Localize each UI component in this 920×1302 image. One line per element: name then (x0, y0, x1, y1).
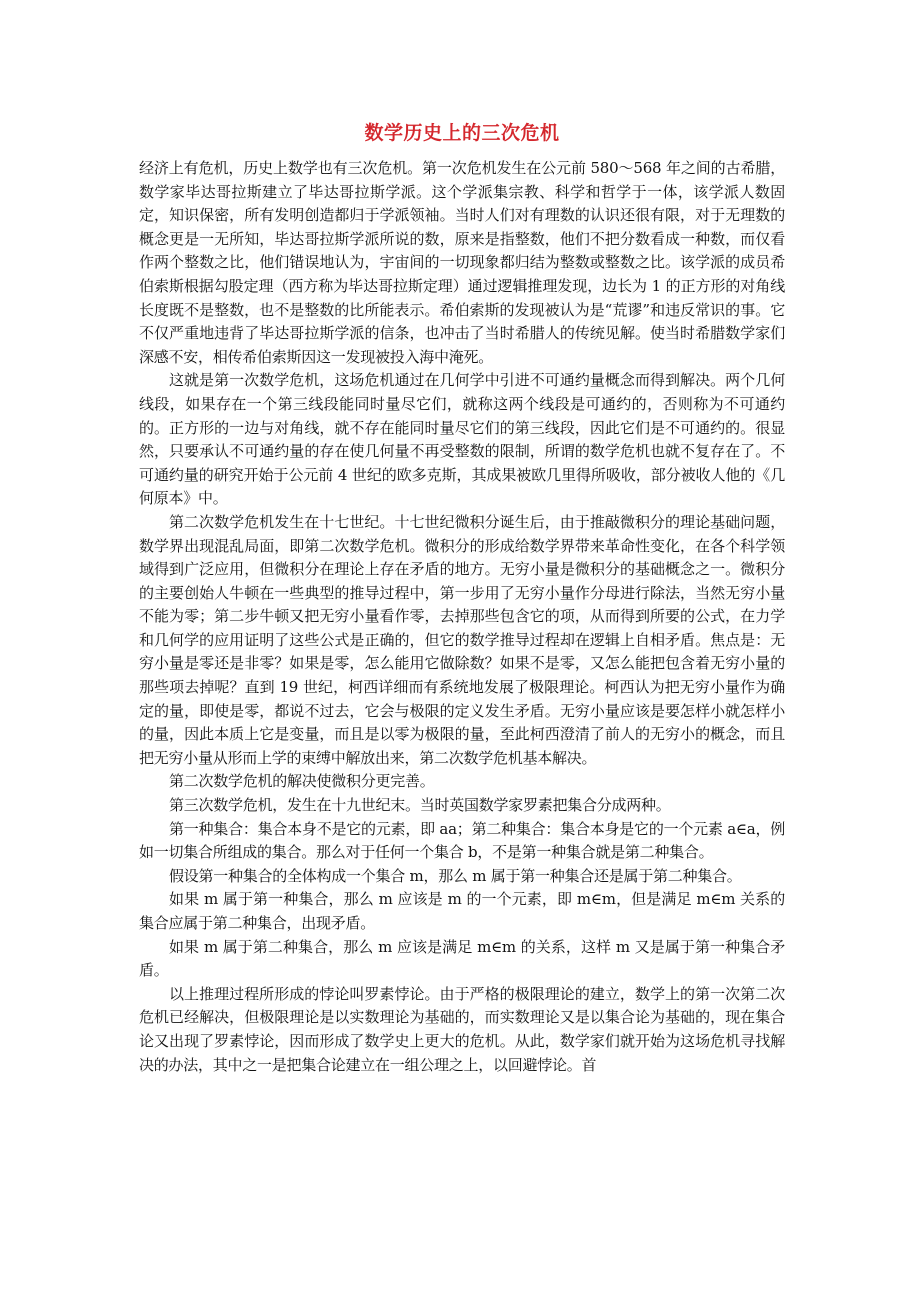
paragraph-case-second-type: 如果 m 属于第二种集合，那么 m 应该是满足 m∈m 的关系，这样 m 又是属于第一种集合矛盾。 (139, 937, 785, 980)
paragraph-second-crisis: 第二次数学危机发生在十七世纪。十七世纪微积分诞生后，由于推敲微积分的理论基础问题，数学界出现混乱局面，即第二次数学危机。微积分的形成给数学界带来革命性变化，在各个科学领域得到广泛应用，但微积分在理论上存在矛盾的地方。无穷小量是微积分的基础概念之一。微积分的主要创始人牛顿在一些典型的推导过程中，第一步用了无穷小量作分母进行除法，当然无穷小量不能为零；第二步牛顿又把无穷小量看作零，去掉那些包含它的项，从而得到所要的公式，在力学和几何学的应用证明了这些公式是正确的，但它的数学推导过程却在逻辑上自相矛盾。焦点是：无穷小量是零还是非零？如果是零，怎么能用它做除数？如果不是零，又怎么能把包含着无穷小量的那些项去掉呢？直到 19 世纪，柯西详细而有系统地发展了极限理论。柯西认为把无穷小量作为确定的量，即使是零，都说不过去，它会与极限的定义发生矛盾。无穷小量应该是要怎样小就怎样小的量，因此本质上它是变量，而且是以零为极限的量，至此柯西澄清了前人的无穷小的概念，而且把无穷小量从形而上学的束缚中解放出来，第二次数学危机基本解决。 (139, 512, 785, 767)
paragraph-intro: 经济上有危机，历史上数学也有三次危机。第一次危机发生在公元前 580～568 年之间的古希腊，数学家毕达哥拉斯建立了毕达哥拉斯学派。这个学派集宗教、科学和哲学于一体，该学派人数固定，知识保密，所有发明创造都归于学派领袖。当时人们对有理数的认识还很有限，对于无理数的概念更是一无所知，毕达哥拉斯学派所说的数，原来是指整数，他们不把分数看成一种数，而仅看作两个整数之比，他们错误地认为，宇宙间的一切现象都归结为整数或整数之比。该学派的成员希伯索斯根据勾股定理（西方称为毕达哥拉斯定理）通过逻辑推理发现，边长为 1 的正方形的对角线长度既不是整数，也不是整数的比所能表示。希伯索斯的发现被认为是“荒谬”和违反常识的事。它不仅严重地违背了毕达哥拉斯学派的信条，也冲击了当时希腊人的传统见解。使当时希腊数学家们深感不安，相传希伯索斯因这一发现被投入海中淹死。 (139, 159, 785, 366)
document-page (139, 118, 785, 1077)
paragraph-first-crisis-resolution: 这就是第一次数学危机，这场危机通过在几何学中引进不可通约量概念而得到解决。两个几何线段，如果存在一个第三线段能同时量尽它们，就称这两个线段是可通约的，否则称为不可通约的。正方形的一边与对角线，就不存在能同时量尽它们的第三线段，因此它们是不可通约的。很显然，只要承认不可通约量的存在使几何量不再受整数的限制，所谓的数学危机也就不复存在了。不可通约量的研究开始于公元前 4 世纪的欧多克斯，其成果被欧几里得所吸收，部分被收人他的《几何原本》中。 (139, 371, 785, 508)
paragraph-set-types: 第一种集合：集合本身不是它的元素，即 aa；第二种集合：集合本身是它的一个元素 a∈a，例如一切集合所组成的集合。那么对于任何一个集合 b，不是第一种集合就是第二种集合。 (139, 819, 785, 862)
document-title: 数学历史上的三次危机 (364, 122, 560, 144)
paragraph-third-crisis: 第三次数学危机，发生在十九世纪末。当时英国数学家罗素把集合分成两种。 (169, 796, 671, 815)
paragraph-second-crisis-result: 第二次数学危机的解决使微积分更完善。 (169, 772, 435, 791)
paragraph-russell-paradox: 以上推理过程所形成的悖论叫罗素悖论。由于严格的极限理论的建立，数学上的第一次第二次危机已经解决，但极限理论是以实数理论为基础的，而实数理论又是以集合论为基础的，现在集合论又出现了罗素悖论，因而形成了数学史上更大的危机。从此，数学家们就开始为这场危机寻找解决的办法，其中之一是把集合论建立在一组公理之上，以回避悖论。首 (139, 984, 785, 1074)
paragraph-case-first-type: 如果 m 属于第一种集合，那么 m 应该是 m 的一个元素，即 m∈m，但是满足 m∈m 关系的集合应属于第二种集合，出现矛盾。 (139, 890, 785, 932)
paragraph-assumption: 假设第一种集合的全体构成一个集合 m，那么 m 属于第一种集合还是属于第二种集合。 (169, 866, 742, 885)
